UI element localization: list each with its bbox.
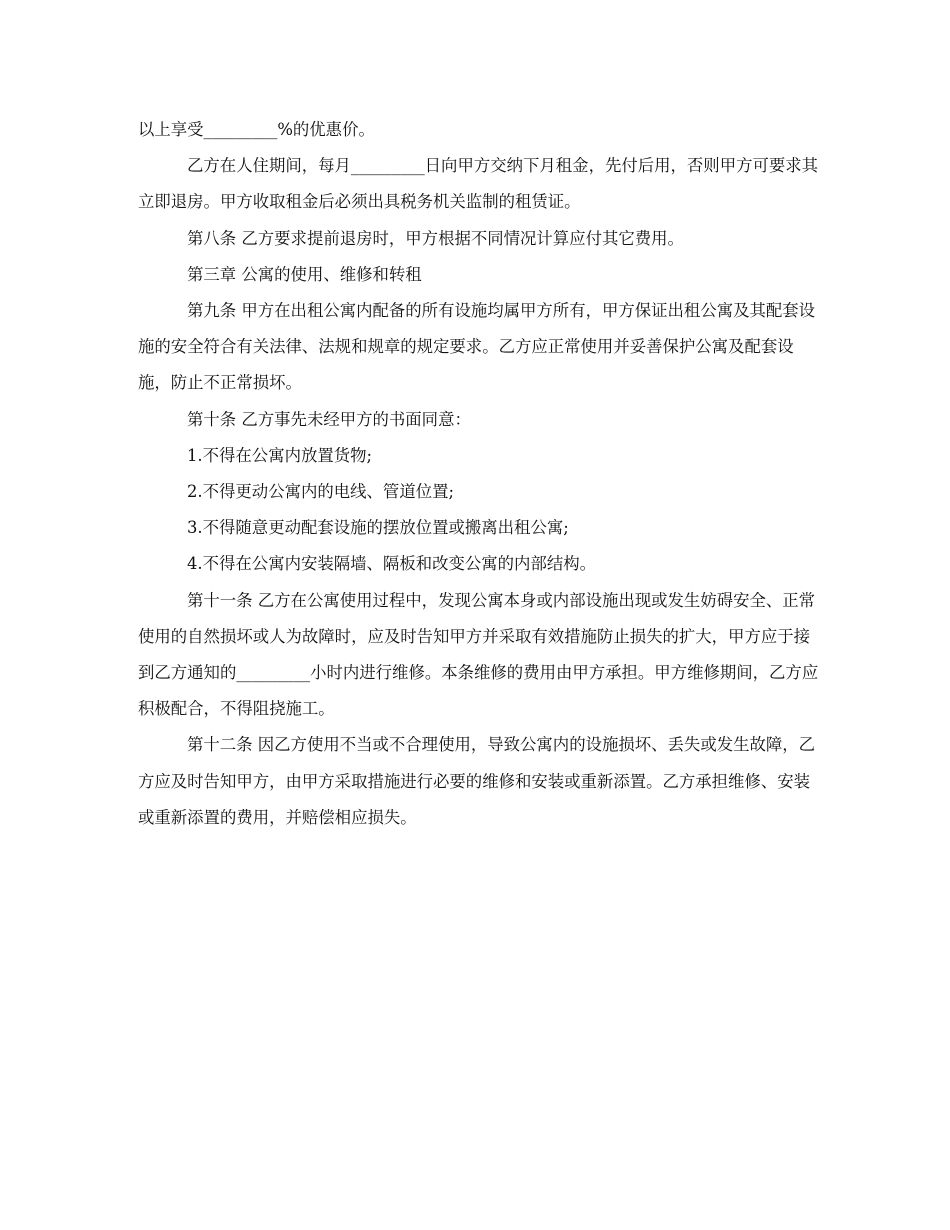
paragraph-article-8: 第八条 乙方要求提前退房时，甲方根据不同情况计算应付其它费用。	[187, 228, 684, 248]
chapter-3-heading: 第三章 公寓的使用、维修和转租	[187, 264, 422, 284]
paragraph-article-11: 第十一条 乙方在公寓使用过程中，发现公寓本身或内部设施出现或发生妨碍安全、正常使用的自然损坏或人为故障时，应及时告知甲方并采取有效措施防止损失的扩大，甲方应于接到乙方通知的_________小时内进行维修。本条维修的费用由甲方承担。甲方维修期间，乙方应积极配合，不得阻挠施工。	[138, 590, 819, 719]
document-body	[138, 112, 820, 836]
paragraph-discount-clause: 以上享受_________%的优惠价。	[138, 120, 375, 139]
paragraph-article-9: 第九条 甲方在出租公寓内配备的所有设施均属甲方所有，甲方保证出租公寓及其配套设施的安全符合有关法律、法规和规章的规定要求。乙方应正常使用并妥善保护公寓及配套设施，防止不正常损坏。	[138, 301, 816, 393]
list-item-2: 2.不得更动公寓内的电线、管道位置;	[187, 482, 455, 502]
paragraph-rent-payment: 乙方在人住期间，每月_________日向甲方交纳下月租金，先付后用，否则甲方可要求其立即退房。甲方收取租金后必须出具税务机关监制的租赁证。	[138, 156, 819, 212]
paragraph-article-10: 第十条 乙方事先未经甲方的书面同意：	[187, 409, 471, 429]
paragraph-article-12: 第十二条 因乙方使用不当或不合理使用，导致公寓内的设施损坏、丢失或发生故障，乙方应及时告知甲方，由甲方采取措施进行必要的维修和安装或重新添置。乙方承担维修、安装或重新添置的费用，并赔偿相应损失。	[138, 735, 816, 827]
list-item-1: 1.不得在公寓内放置货物;	[187, 445, 373, 465]
list-item-4: 4.不得在公寓内安装隔墙、隔板和改变公寓的内部结构。	[187, 554, 597, 574]
list-item-3: 3.不得随意更动配套设施的摆放位置或搬离出租公寓;	[187, 518, 569, 538]
